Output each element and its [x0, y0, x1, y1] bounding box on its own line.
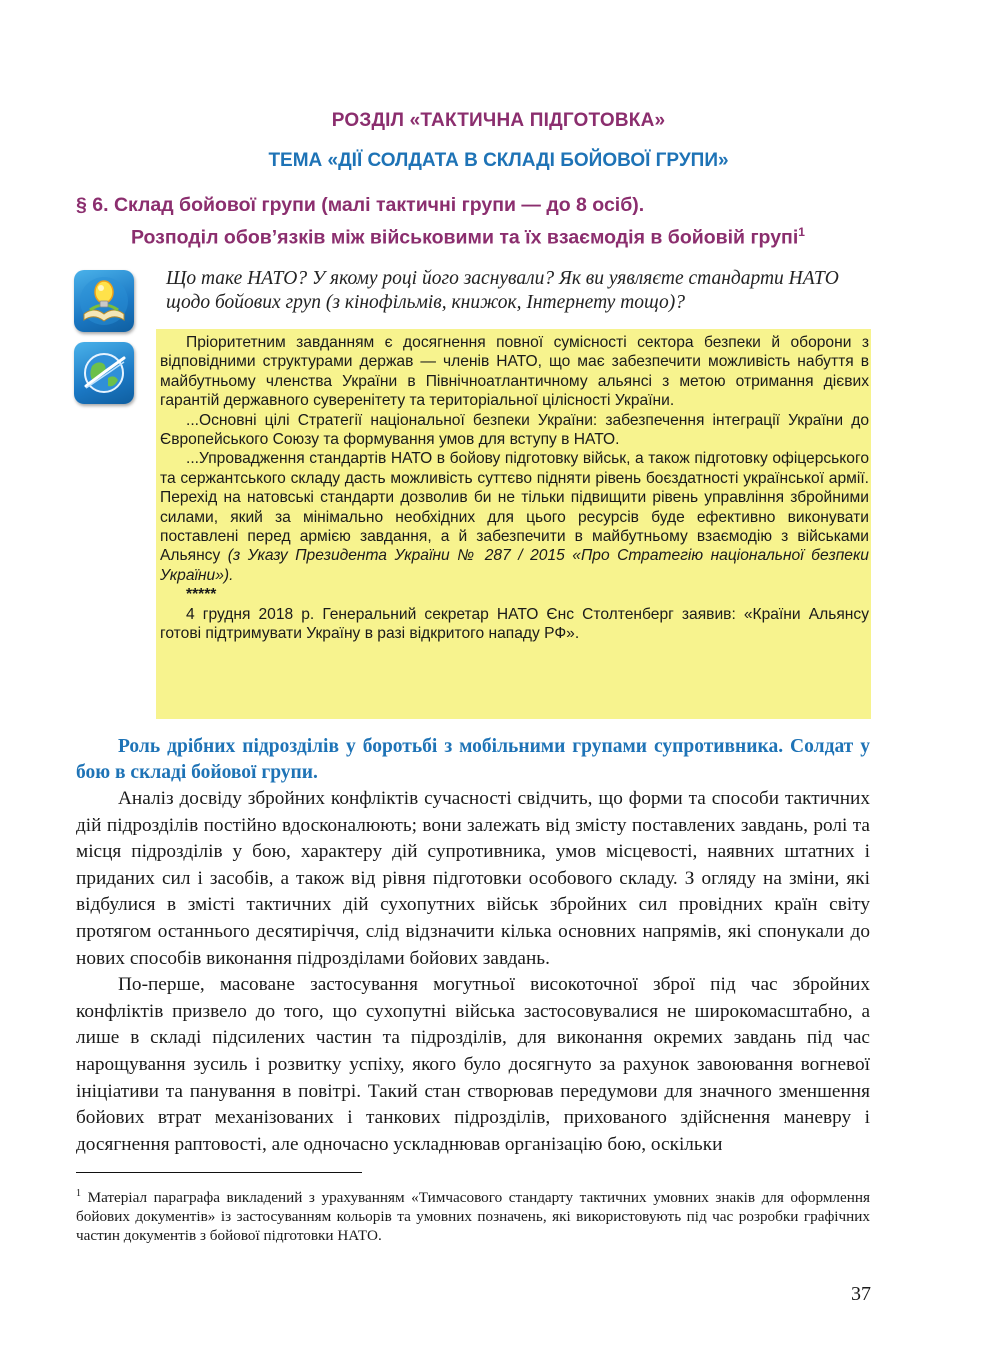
footnote-mark: 1: [76, 1188, 81, 1199]
quote-paragraph: ...Основні цілі Стратегії національної безпеки України: забезпечення інтеграції України до Європейського Союзу та формування умов для вступу в НАТО.: [160, 411, 869, 449]
body-paragraph: Аналіз досвіду збройних конфліктів сучасності свідчить, що форми та способи тактичних дій підрозділів постійно вдосконалюють; вони залежать від змісту поставлених завдань, ролі та місця підрозділів у бою, характеру дій супротивника, умов місцевості, наявних штатних і приданих сил і засобів, а також від рівня підготовки особового складу. З огляду на зміни, які відбулися в змісті тактичних дій сухопутних військ збройних сил провідних країн світу протягом останнього десятиріччя, слід відзначити кілька основних напрямів, які спонукали до нових способів виконання підрозділами бойових завдань.: [76, 788, 870, 969]
footnote-reference: 1: [798, 225, 805, 239]
footnote-text: Матеріал параграфа викладений з урахуванням «Тимчасового стандарту тактичних умовних знаків для оформлення бойових документів» із застосуванням кольорів та умовних позначень, які використовують під час розробки графічних частин документів з бойової підготовки НАТО.: [76, 1189, 870, 1245]
quote-paragraph-text: ...Упровадження стандартів НАТО в бойову підготовку військ, а також підготовку офіцерського та сержантського складу дасть можливість суттєво підняти рівень боєздатності української армії. Перехід на натовські стандарти дозволив би не тільки підвищити рівень управління збройними силами, який за мінімально необхідних для цього ресурсів буде ефективно виконувати поставлені перед армією завдання, а й забезпечити в майбутньому взаємодію з військами Альянсу: [160, 450, 869, 565]
lightbulb-book-icon: [74, 270, 134, 332]
quote-paragraph: 4 грудня 2018 р. Генеральний секретар НАТО Єнс Столтенберг заявив: «Країни Альянсу готові підтримувати Україну в разі відкритого нападу РФ».: [160, 605, 869, 643]
quote-separator: *****: [186, 586, 217, 604]
footnote-divider: [76, 1172, 362, 1173]
quote-source: (з Указу Президента України № 287 / 2015 «Про Стратегію національної безпеки України»).: [160, 547, 869, 584]
globe-icon: [74, 342, 134, 404]
intro-question: Що таке НАТО? У якому році його заснували? Як ви уявляєте стандарти НАТО щодо бойових груп (з кінофільмів, книжок, Інтернету тощо)?: [166, 268, 839, 313]
body-paragraph: По-перше, масоване застосування могутньої високоточної зброї під час збройних конфліктів призвело до того, що сухопутні війська застосовувалися не широкомасштабно, а лише в складі підсилених частин та підрозділів, для виконання окремих завдань під час нарощування зусиль і розвитку успіху, якого було досягнуто за рахунок завоювання вогневої ініціативи та панування в повітрі. Такий стан створював передумови для значного зменшення бойових втрат механізованих і танкових підрозділів, прихованого здійснення маневру і досягнення раптовості, але одночасно ускладнював організацію бою, оскільки: [76, 974, 870, 1155]
subsection-heading-text: Роль дрібних підрозділів у боротьбі з мобільними групами супротивника. Солдат у бою в складі бойової групи.: [76, 736, 870, 783]
paragraph-heading-line2-text: Розподіл обов’язків між військовими та їх взаємодія в бойовій групі: [131, 226, 799, 249]
footnote: [76, 1184, 870, 1245]
paragraph-heading: [76, 192, 876, 252]
topic-title: ТЕМА «ДІЇ СОЛДАТА В СКЛАДІ БОЙОВОЇ ГРУПИ»: [268, 150, 729, 171]
nato-quote-box: [156, 329, 871, 719]
quote-paragraph: Пріоритетним завданням є досягнення повної сумісності сектора безпеки й оборони з відповідними структурами держав — членів НАТО, що має забезпечити можливість набуття в майбутньому членства України в Північноатлантичному альянсі з метою отримання дієвих гарантій державного суверенітету та територіальної цілісності України.: [160, 334, 869, 410]
body-text: [76, 786, 870, 1158]
paragraph-heading-line1: § 6. Склад бойової групи (малі тактичні групи — до 8 осіб).: [76, 194, 645, 216]
page-number: 37: [851, 1283, 871, 1305]
subsection-heading: [76, 734, 870, 786]
paragraph-heading-line2: [76, 219, 876, 252]
section-title: РОЗДІЛ «ТАКТИЧНА ПІДГОТОВКА»: [331, 110, 666, 131]
quote-paragraph: [160, 449, 869, 585]
